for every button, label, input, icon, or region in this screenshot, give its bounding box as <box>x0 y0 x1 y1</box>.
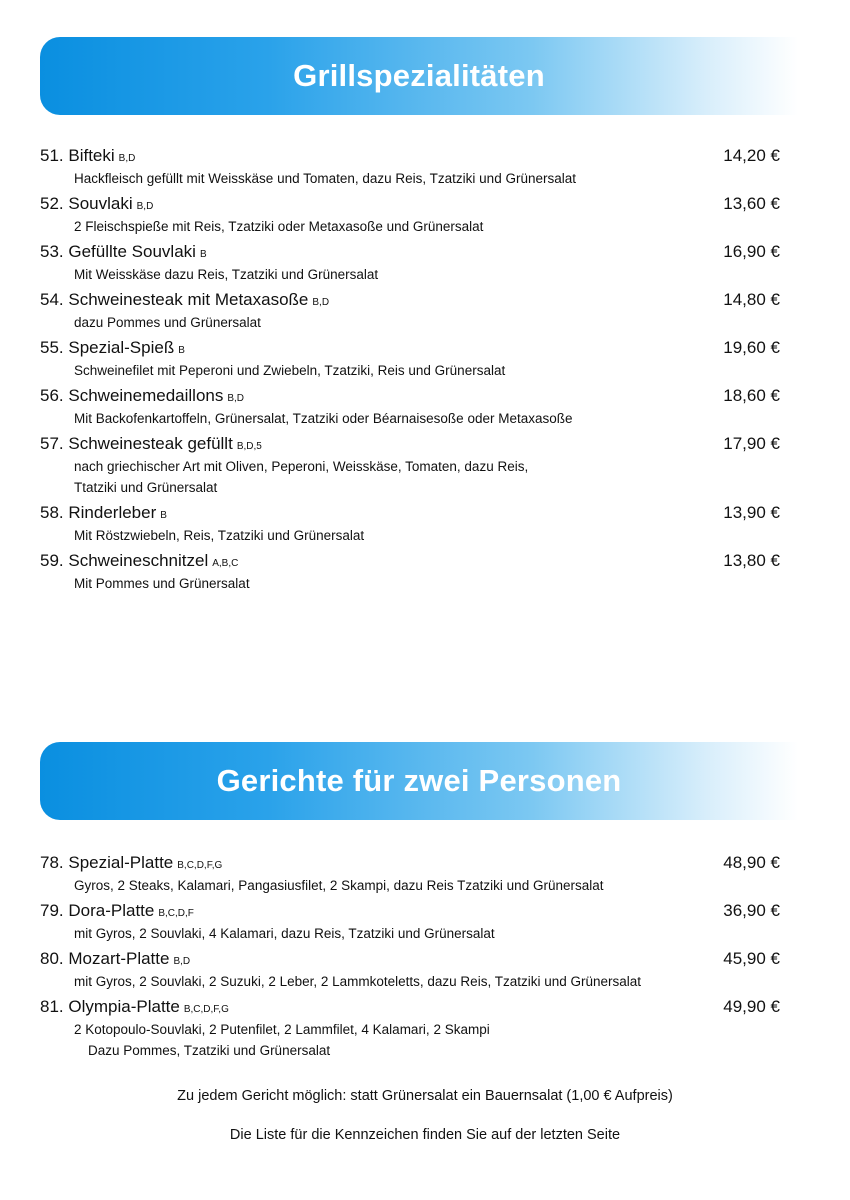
menu-item-name: Schweineschnitzel <box>68 551 209 570</box>
menu-item-description: 2 Fleischspieße mit Reis, Tzatziki oder Metaxasoße und Grünersalat <box>74 219 484 234</box>
menu-item <box>40 501 780 546</box>
allergen-codes: B,D <box>173 956 191 967</box>
menu-item-description: 2 Kotopoulo-Souvlaki, 2 Putenfilet, 2 Lammfilet, 4 Kalamari, 2 Skampi <box>74 1022 490 1037</box>
menu-item-title <box>40 194 153 213</box>
menu-item-number: 52. <box>40 194 64 213</box>
menu-item-header <box>40 384 780 408</box>
menu-item-description: Mit Pommes und Grünersalat <box>74 576 250 591</box>
section-banner-grill <box>40 37 798 115</box>
section-title: Grillspezialitäten <box>293 58 545 93</box>
menu-item-name: Dora-Platte <box>68 901 155 920</box>
allergen-codes: B,D <box>312 297 330 308</box>
menu-item-header <box>40 240 780 264</box>
menu-item-name: Mozart-Platte <box>68 949 170 968</box>
menu-item-name: Schweinemedaillons <box>68 386 224 405</box>
allergen-codes: B,C,D,F,G <box>177 860 223 871</box>
menu-item <box>40 851 780 896</box>
menu-item-description: Mit Backofenkartoffeln, Grünersalat, Tzatziki oder Béarnaisesoße oder Metaxasoße <box>74 411 573 426</box>
menu-item-header <box>40 336 780 360</box>
menu-item-number: 58. <box>40 503 64 522</box>
menu-item-description: Mit Röstzwiebeln, Reis, Tzatziki und Grünersalat <box>74 528 365 543</box>
menu-item-name: Spezial-Spieß <box>68 338 175 357</box>
menu-item-name: Spezial-Platte <box>68 853 174 872</box>
menu-item <box>40 288 780 333</box>
menu-item-title <box>40 338 185 357</box>
menu-item-price: 13,60 € <box>723 194 780 213</box>
menu-item-name: Gefüllte Souvlaki <box>68 242 196 261</box>
menu-item-number: 55. <box>40 338 64 357</box>
menu-item-number: 56. <box>40 386 64 405</box>
menu-item-title <box>40 901 194 920</box>
footnote-salad-upgrade: Zu jedem Gericht möglich: statt Grünersalat ein Bauernsalat (1,00 € Aufpreis) <box>177 1088 673 1104</box>
menu-item <box>40 899 780 944</box>
menu-item-header <box>40 288 780 312</box>
allergen-codes: B,C,D,F,G <box>183 1004 229 1015</box>
menu-item-name: Schweinesteak gefüllt <box>68 434 233 453</box>
menu-item-header <box>40 899 780 923</box>
menu-item-header <box>40 432 780 456</box>
menu-item <box>40 192 780 237</box>
allergen-codes: B,D <box>118 153 136 164</box>
menu-item-price: 19,60 € <box>723 338 780 357</box>
menu-item-description: Ttatziki und Grünersalat <box>74 480 218 495</box>
footnote-allergen-list: Die Liste für die Kennzeichen finden Sie auf der letzten Seite <box>229 1127 621 1143</box>
menu-item-title <box>40 551 238 570</box>
menu-item-title <box>40 146 135 165</box>
menu-item <box>40 947 780 992</box>
menu-item-header <box>40 851 780 875</box>
allergen-codes: B,D <box>227 393 245 404</box>
menu-item-header <box>40 501 780 525</box>
menu-item-title <box>40 997 229 1016</box>
menu-item-number: 51. <box>40 146 64 165</box>
menu-item <box>40 432 780 498</box>
menu-item <box>40 240 780 285</box>
allergen-codes: B,C,D,F <box>158 908 194 919</box>
menu-item-title <box>40 434 262 453</box>
menu-item-number: 79. <box>40 901 64 920</box>
menu-item <box>40 549 780 594</box>
section-title: Gerichte für zwei Personen <box>216 763 622 798</box>
menu-item-title <box>40 503 167 522</box>
menu-item-price: 49,90 € <box>723 997 780 1016</box>
menu-item <box>40 384 780 429</box>
menu-item-price: 45,90 € <box>723 949 780 968</box>
allergen-codes: B <box>199 249 207 260</box>
menu-item-title <box>40 949 190 968</box>
menu-item-price: 14,20 € <box>723 146 780 165</box>
menu-item-description: dazu Pommes und Grünersalat <box>74 315 261 330</box>
menu-item-title <box>40 853 222 872</box>
menu-item-number: 78. <box>40 853 64 872</box>
menu-list-two-persons <box>40 851 780 1064</box>
menu-item-name: Olympia-Platte <box>68 997 180 1016</box>
menu-item-name: Bifteki <box>68 146 115 165</box>
menu-item-number: 53. <box>40 242 64 261</box>
menu-item-title <box>40 242 207 261</box>
menu-item-header <box>40 144 780 168</box>
menu-item-price: 36,90 € <box>723 901 780 920</box>
allergen-codes: B,D <box>136 201 154 212</box>
menu-item-header <box>40 549 780 573</box>
allergen-codes: B <box>160 510 167 521</box>
menu-item-header <box>40 995 780 1019</box>
allergen-codes: A,B,C <box>212 558 239 569</box>
menu-item-description: mit Gyros, 2 Souvlaki, 4 Kalamari, dazu Reis, Tzatziki und Grünersalat <box>74 926 495 941</box>
menu-item <box>40 144 780 189</box>
menu-item-price: 17,90 € <box>723 434 780 453</box>
menu-item-header <box>40 947 780 971</box>
menu-item-description: Dazu Pommes, Tzatziki und Grünersalat <box>88 1043 331 1058</box>
menu-item <box>40 995 780 1061</box>
allergen-codes: B,D,5 <box>236 441 262 452</box>
menu-item-description: Hackfleisch gefüllt mit Weisskäse und Tomaten, dazu Reis, Tzatziki und Grünersalat <box>74 171 576 186</box>
allergen-codes: B <box>178 345 185 356</box>
menu-item-name: Souvlaki <box>68 194 133 213</box>
menu-item-header <box>40 192 780 216</box>
menu-list-grill <box>40 144 780 597</box>
menu-item-number: 57. <box>40 434 64 453</box>
menu-item-number: 80. <box>40 949 64 968</box>
menu-item-number: 59. <box>40 551 64 570</box>
menu-item-description: Mit Weisskäse dazu Reis, Tzatziki und Grünersalat <box>74 267 379 282</box>
menu-item-name: Schweinesteak mit Metaxasoße <box>68 290 309 309</box>
menu-item-price: 18,60 € <box>723 386 780 405</box>
menu-item-number: 81. <box>40 997 64 1016</box>
menu-item-title <box>40 386 244 405</box>
menu-item-title <box>40 290 329 309</box>
menu-item-description: Schweinefilet mit Peperoni und Zwiebeln, Tzatziki, Reis und Grünersalat <box>74 363 506 378</box>
menu-item-description: Gyros, 2 Steaks, Kalamari, Pangasiusfilet, 2 Skampi, dazu Reis Tzatziki und Grünersalat <box>74 878 604 893</box>
menu-item-price: 13,90 € <box>723 503 780 522</box>
menu-item-price: 14,80 € <box>723 290 780 309</box>
menu-item-name: Rinderleber <box>68 503 157 522</box>
menu-item-description: mit Gyros, 2 Souvlaki, 2 Suzuki, 2 Leber, 2 Lammkoteletts, dazu Reis, Tzatziki und Grünersalat <box>74 974 642 989</box>
menu-item-price: 16,90 € <box>723 242 780 261</box>
section-banner-two-persons <box>40 742 798 820</box>
menu-item-number: 54. <box>40 290 64 309</box>
menu-item-price: 13,80 € <box>723 551 780 570</box>
menu-item-price: 48,90 € <box>723 853 780 872</box>
menu-item <box>40 336 780 381</box>
menu-item-description: nach griechischer Art mit Oliven, Peperoni, Weisskäse, Tomaten, dazu Reis, <box>74 459 529 474</box>
